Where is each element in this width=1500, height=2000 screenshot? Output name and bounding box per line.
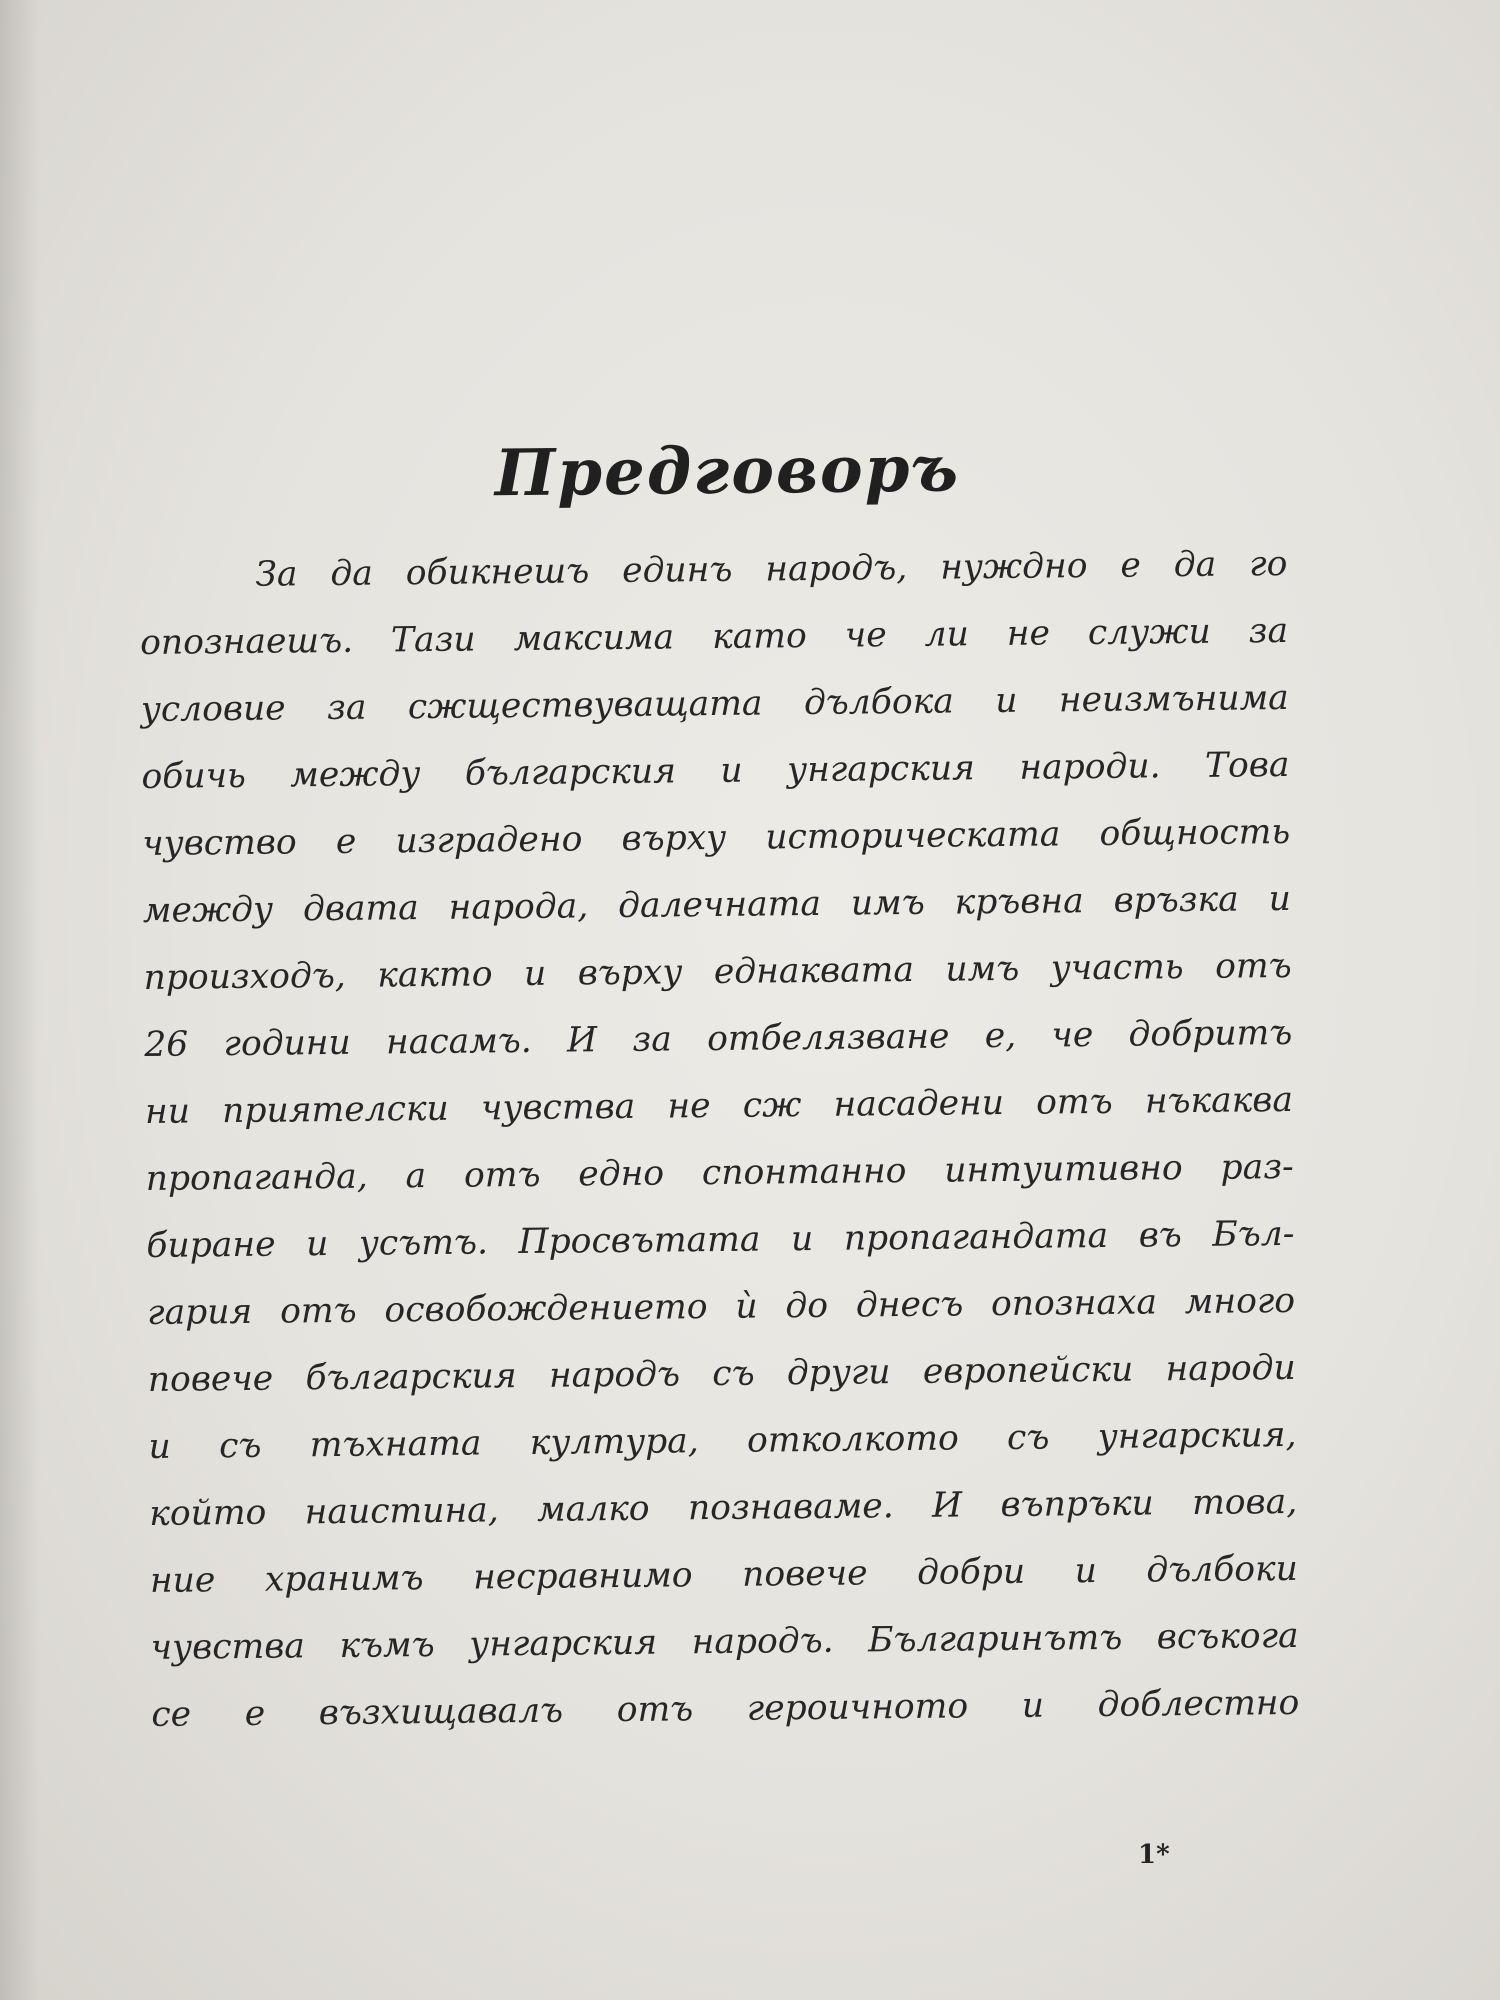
text-line: обичь между българския и унгарския народи. Това <box>141 744 1290 797</box>
text-line: между двата народа, далечната имъ кръвна връзка и <box>142 878 1292 931</box>
text-line: произходъ, както и върху еднаквата имъ участь отъ <box>143 945 1292 998</box>
text-line: опознаешъ. Тази максима като че ли не служи за <box>139 610 1289 663</box>
text-line: ни приятелски чувства не сж насадени отъ нъкаква <box>144 1079 1294 1132</box>
preface-paragraph <box>139 531 1300 1749</box>
page-signature-mark: 1* <box>1138 1840 1170 1870</box>
spine-shadow <box>0 0 40 2000</box>
text-line: чувства къмъ унгарския народъ. Българинътъ всъкога <box>150 1615 1299 1668</box>
text-line: повече българския народъ съ други европейски народи <box>147 1347 1296 1400</box>
text-line: условие за сжществуващата дълбока и неизмънима <box>140 677 1289 730</box>
page-content <box>138 428 1300 1749</box>
text-line: биране и усътъ. Просвътата и пропагандата въ Бъл- <box>146 1213 1295 1266</box>
text-line: и съ тъхната култура, отколкото съ унгарския, <box>148 1414 1297 1467</box>
text-line: се е възхищавалъ отъ героичното и доблестно <box>151 1682 1300 1735</box>
text-line: За да обикнешъ единъ народъ, нуждно е да го <box>255 543 1288 595</box>
page-title: Предговоръ <box>494 431 961 512</box>
text-line: гария отъ освобождението ѝ до днесъ опознаха много <box>146 1280 1296 1333</box>
text-line: ние хранимъ несравнимо повече добри и дълбоки <box>149 1548 1299 1601</box>
text-line: чувство е изградено върху историческата общность <box>142 811 1291 864</box>
text-line: пропаганда, а отъ едно спонтанно интуитивно раз- <box>145 1146 1294 1199</box>
text-line: който наистина, малко познаваме. И въпръки това, <box>149 1481 1298 1534</box>
text-line: 26 години насамъ. И за отбелязване е, че добритъ <box>144 1012 1293 1065</box>
